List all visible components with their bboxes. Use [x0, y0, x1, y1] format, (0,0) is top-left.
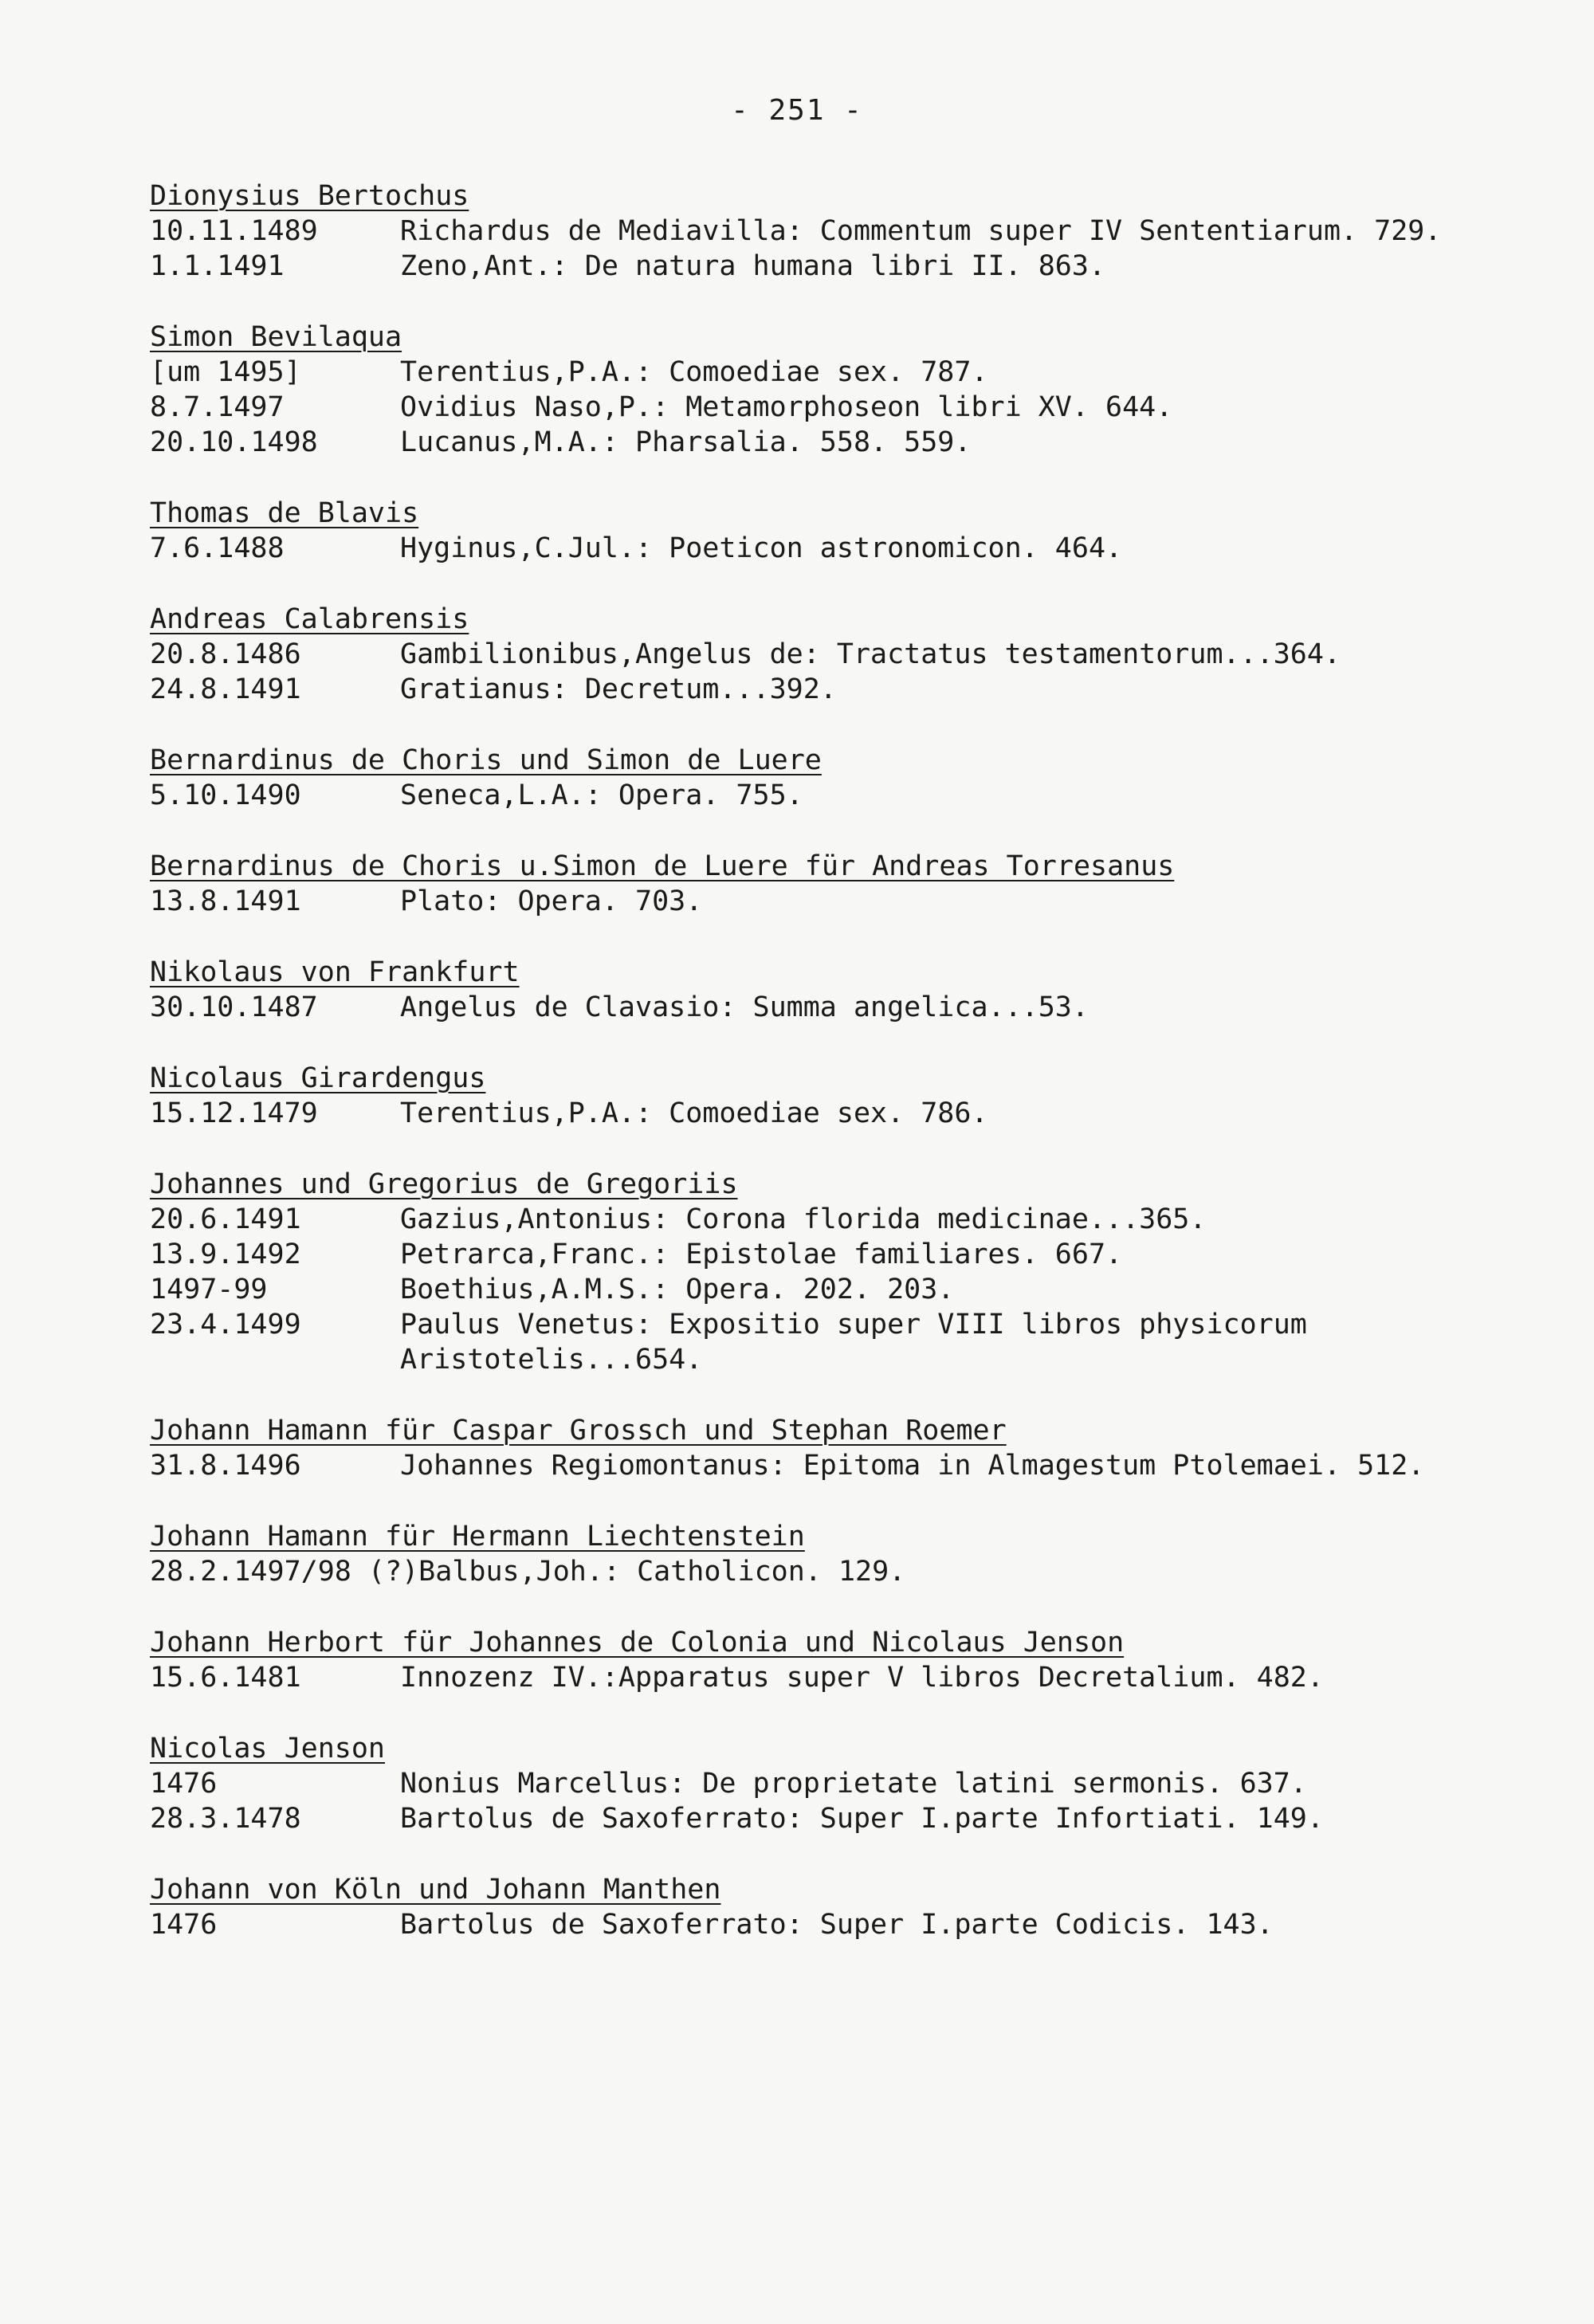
printer-heading: Bernardinus de Choris u.Simon de Luere für Andreas Torresanus [150, 850, 1175, 882]
entry-text: Nonius Marcellus: De proprietate latini sermonis. 637. [400, 1768, 1307, 1800]
entry-date: 23.4.1499 [150, 1309, 301, 1341]
entry-row [150, 1660, 1457, 1695]
entry-text: Ovidius Naso,P.: Metamorphoseon libri XV. 644. [400, 391, 1173, 423]
entry-text: Paulus Venetus: Expositio super VIII libros physicorum Aristotelis...654. [400, 1309, 1307, 1376]
entry-text: Boethius,A.M.S.: Opera. 202. 203. [400, 1274, 955, 1305]
entry-text: Gazius,Antonius: Corona florida medicinae...365. [400, 1203, 1207, 1235]
printer-section [150, 602, 1457, 707]
entry-date: 30.10.1487 [150, 991, 318, 1023]
printer-section [150, 743, 1457, 813]
entry-text: Gambilionibus,Angelus de: Tractatus testamentorum...364. [400, 638, 1341, 670]
entry-date: 24.8.1491 [150, 673, 301, 705]
entry-row [150, 1272, 1457, 1307]
page-number: - 251 - [731, 94, 863, 127]
entry-date: 28.3.1478 [150, 1803, 301, 1835]
printer-heading: Dionysius Bertochus [150, 180, 469, 212]
entry-text: Gratianus: Decretum...392. [400, 673, 837, 705]
entry-row [150, 990, 1457, 1025]
entry-text: Zeno,Ant.: De natura humana libri II. 863. [400, 250, 1106, 282]
entry-date: 20.8.1486 [150, 638, 301, 670]
entry-date: 5.10.1490 [150, 779, 301, 811]
entry-text: Petrarca,Franc.: Epistolae familiares. 667. [400, 1239, 1123, 1270]
printer-section [150, 955, 1457, 1025]
entry-date: 20.6.1491 [150, 1203, 301, 1235]
entry-row [150, 531, 1457, 566]
entry-row [150, 1766, 1457, 1801]
entry-row [150, 425, 1457, 460]
entry-row [150, 1237, 1457, 1272]
entry-row [150, 1096, 1457, 1131]
entry-text: Johannes Regiomontanus: Epitoma in Almagestum Ptolemaei. 512. [400, 1450, 1425, 1482]
entry-text: Bartolus de Saxoferrato: Super I.parte Infortiati. 149. [400, 1803, 1324, 1835]
printer-heading: Johannes und Gregorius de Gregoriis [150, 1168, 738, 1200]
entry-row [150, 884, 1457, 919]
entry-date: 1476 [150, 1768, 218, 1800]
entry-text: Lucanus,M.A.: Pharsalia. 558. 559. [400, 426, 972, 458]
printer-section [150, 1731, 1457, 1836]
entry-text: Balbus,Joh.: Catholicon. 129. [418, 1556, 906, 1588]
printer-section [150, 1413, 1457, 1483]
printer-heading: Thomas de Blavis [150, 497, 419, 529]
entry-text: Innozenz IV.:Apparatus super V libros Decretalium. 482. [400, 1662, 1324, 1694]
entry-date: 20.10.1498 [150, 426, 318, 458]
entry-date: 13.8.1491 [150, 885, 301, 917]
printer-section [150, 1519, 1457, 1589]
entry-date: 1476 [150, 1909, 218, 1941]
printer-heading: Simon Bevilaqua [150, 321, 402, 353]
printer-heading: Nicolaus Girardengus [150, 1062, 486, 1094]
entry-text: Angelus de Clavasio: Summa angelica...53. [400, 991, 1089, 1023]
entry-text: Richardus de Mediavilla: Commentum super IV Sententiarum. 729. [400, 215, 1442, 247]
entry-text: Terentius,P.A.: Comoediae sex. 786. [400, 1097, 988, 1129]
entry-text: Plato: Opera. 703. [400, 885, 703, 917]
entry-row [150, 1554, 1457, 1589]
entry-date: 8.7.1497 [150, 391, 285, 423]
entry-row [150, 214, 1457, 249]
entry-text: Seneca,L.A.: Opera. 755. [400, 779, 803, 811]
printer-list [150, 179, 1457, 1978]
entry-date: 15.12.1479 [150, 1097, 318, 1129]
entry-row [150, 637, 1457, 672]
entry-text: Hyginus,C.Jul.: Poeticon astronomicon. 464. [400, 532, 1123, 564]
printer-heading: Johann Hamann für Caspar Grossch und Stephan Roemer [150, 1415, 1007, 1447]
printer-heading: Johann Herbort für Johannes de Colonia und Nicolaus Jenson [150, 1627, 1125, 1659]
entry-text: Bartolus de Saxoferrato: Super I.parte Codicis. 143. [400, 1909, 1274, 1941]
printer-heading: Andreas Calabrensis [150, 603, 469, 635]
entry-date: 15.6.1481 [150, 1662, 301, 1694]
printer-section [150, 496, 1457, 566]
entry-row [150, 249, 1457, 284]
printer-heading: Nikolaus von Frankfurt [150, 956, 520, 988]
printer-section [150, 1167, 1457, 1377]
printer-section [150, 1061, 1457, 1131]
printer-heading: Johann Hamann für Hermann Liechtenstein [150, 1521, 805, 1553]
printer-heading: Bernardinus de Choris und Simon de Luere [150, 744, 822, 776]
entry-row [150, 355, 1457, 390]
entry-date: 1497-99 [150, 1274, 268, 1305]
entry-row [150, 672, 1457, 707]
entry-date: 13.9.1492 [150, 1239, 301, 1270]
entry-date: 31.8.1496 [150, 1450, 301, 1482]
entry-row [150, 1907, 1457, 1942]
printer-section [150, 179, 1457, 284]
entry-row [150, 1307, 1457, 1377]
printer-section [150, 1625, 1457, 1695]
entry-row [150, 390, 1457, 425]
entry-date: [um 1495] [150, 356, 301, 388]
printer-section [150, 849, 1457, 919]
entry-row [150, 1448, 1457, 1483]
entry-row [150, 1801, 1457, 1836]
entry-date: 7.6.1488 [150, 532, 285, 564]
entry-row [150, 778, 1457, 813]
printer-heading: Nicolas Jenson [150, 1733, 386, 1765]
printer-heading: Johann von Köln und Johann Manthen [150, 1874, 721, 1906]
printer-section [150, 1872, 1457, 1942]
entry-row [150, 1202, 1457, 1237]
entry-date: 10.11.1489 [150, 215, 318, 247]
entry-text: Terentius,P.A.: Comoediae sex. 787. [400, 356, 988, 388]
printer-section [150, 320, 1457, 460]
entry-date: 1.1.1491 [150, 250, 285, 282]
entry-date: 28.2.1497/98 (?) [150, 1556, 419, 1588]
